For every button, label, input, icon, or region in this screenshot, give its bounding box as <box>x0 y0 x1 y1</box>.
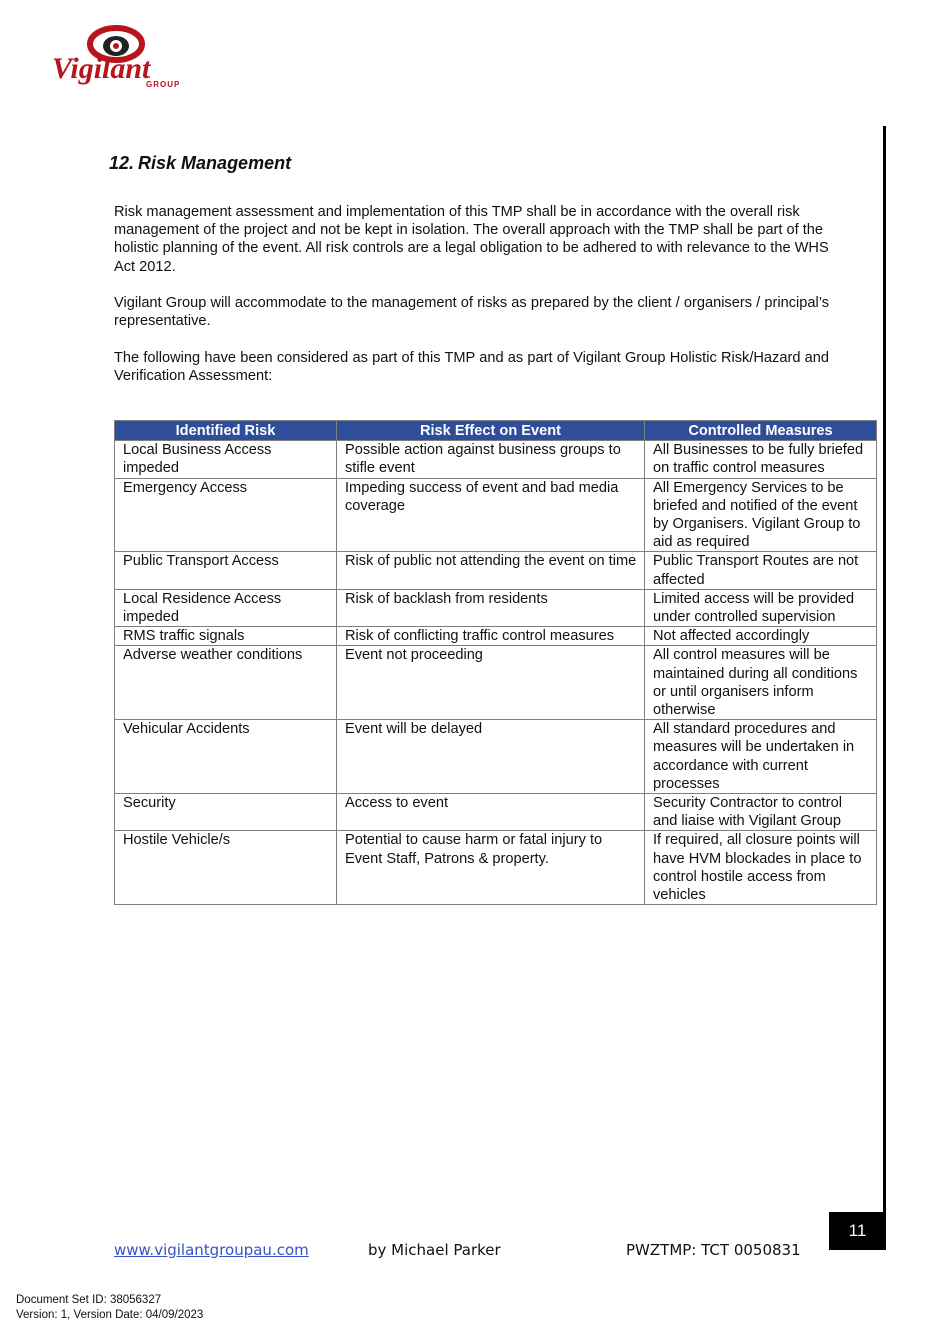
table-row <box>115 478 877 552</box>
measure-cell: All control measures will be maintained during all conditions or until organisers inform otherwise <box>645 646 877 720</box>
risk-table <box>114 420 877 905</box>
document-version: Version: 1, Version Date: 04/09/2023 <box>16 1309 204 1321</box>
table-row <box>115 589 877 626</box>
effect-cell: Event not proceeding <box>337 646 645 720</box>
effect-cell: Risk of conflicting traffic control measures <box>337 627 645 646</box>
table-row <box>115 627 877 646</box>
measure-cell: Limited access will be provided under controlled supervision <box>645 589 877 626</box>
footer-website-link[interactable]: www.vigilantgroupau.com <box>114 1241 309 1259</box>
effect-cell: Possible action against business groups to stifle event <box>337 441 645 478</box>
risk-cell: Hostile Vehicle/s <box>115 831 337 905</box>
footer-author: by Michael Parker <box>368 1241 501 1259</box>
measure-cell: Public Transport Routes are not affected <box>645 552 877 589</box>
risk-cell: Local Business Access impeded <box>115 441 337 478</box>
measure-cell: All Emergency Services to be briefed and notified of the event by Organisers. Vigilant Group to aid as required <box>645 478 877 552</box>
table-row <box>115 646 877 720</box>
risk-cell: RMS traffic signals <box>115 627 337 646</box>
effect-cell: Potential to cause harm or fatal injury to Event Staff, Patrons & property. <box>337 831 645 905</box>
section-title: Risk Management <box>138 153 292 173</box>
measure-cell: All Businesses to be fully briefed on traffic control measures <box>645 441 877 478</box>
intro-paragraph: Risk management assessment and implementation of this TMP shall be in accordance with the overall risk management of the project and not be kept in isolation. The overall approach with the TMP shall be part of the holistic planning of the event. All risk controls are a legal obligation to be adhered to with relevance to the WHS Act 2012. <box>114 204 829 275</box>
table-row <box>115 441 877 478</box>
considerations-paragraph: The following have been considered as part of this TMP and as part of Vigilant Group Holistic Risk/Hazard and Verification Assessment: <box>114 350 829 385</box>
risk-table-header <box>115 421 877 441</box>
risk-cell: Public Transport Access <box>115 552 337 589</box>
measure-cell: If required, all closure points will have HVM blockades in place to control hostile access from vehicles <box>645 831 877 905</box>
footer-reference: PWZTMP: TCT 0050831 <box>626 1241 801 1259</box>
risk-cell: Local Residence Access impeded <box>115 589 337 626</box>
risk-cell: Vehicular Accidents <box>115 720 337 794</box>
table-row <box>115 552 877 589</box>
accommodation-paragraph: Vigilant Group will accommodate to the management of risks as prepared by the client / organisers / principal’s representative. <box>114 295 829 330</box>
table-row <box>115 794 877 831</box>
effect-cell: Risk of public not attending the event on time <box>337 552 645 589</box>
effect-cell: Risk of backlash from residents <box>337 589 645 626</box>
page-right-rule <box>883 126 886 1250</box>
effect-cell: Impeding success of event and bad media coverage <box>337 478 645 552</box>
document-set-id: Document Set ID: 38056327 <box>16 1294 162 1306</box>
header-risk-effect: Risk Effect on Event <box>337 421 645 441</box>
table-row <box>115 720 877 794</box>
measure-cell: All standard procedures and measures will be undertaken in accordance with current processes <box>645 720 877 794</box>
header-identified-risk: Identified Risk <box>115 421 337 441</box>
measure-cell: Security Contractor to control and liaise with Vigilant Group <box>645 794 877 831</box>
document-info <box>16 1293 203 1323</box>
section-heading <box>109 153 291 174</box>
effect-cell: Event will be delayed <box>337 720 645 794</box>
risk-cell: Adverse weather conditions <box>115 646 337 720</box>
risk-cell: Emergency Access <box>115 478 337 552</box>
vigilant-group-logo <box>50 24 182 90</box>
logo-wordmark: Vigilant <box>52 52 151 85</box>
table-row <box>115 831 877 905</box>
logo-subtext: GROUP <box>146 80 181 89</box>
page-number: 11 <box>829 1212 886 1250</box>
measure-cell: Not affected accordingly <box>645 627 877 646</box>
risk-cell: Security <box>115 794 337 831</box>
header-controlled-measures: Controlled Measures <box>645 421 877 441</box>
section-number: 12. <box>109 153 135 173</box>
effect-cell: Access to event <box>337 794 645 831</box>
